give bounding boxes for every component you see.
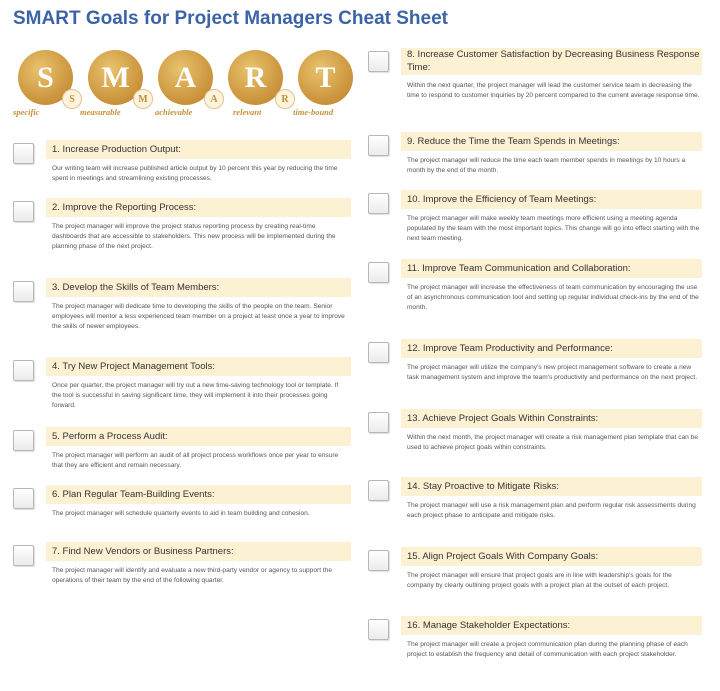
goal-checkbox[interactable] xyxy=(13,281,34,302)
goal-description: The project manager will dedicate time to developing the skills of the people on the team. Senior employees will mentor a less experienced team member on a project at least once a year to improve the skills of newer employees. xyxy=(52,303,345,331)
goal-description: The project manager will perform an audit of all project process workflows once per year to ensure that they are efficient and remain necessary. xyxy=(52,452,339,470)
goal-title: 14. Stay Proactive to Mitigate Risks: xyxy=(401,477,702,496)
goal-title: 12. Improve Team Productivity and Performance: xyxy=(401,339,702,358)
smart-letter-m: M xyxy=(88,50,143,105)
goal-description: The project manager will increase the effectiveness of team communication by encouraging the use of an asynchronous communication tool and setting up regular individual check-ins by the end of the month. xyxy=(407,284,699,312)
smart-word-relevant: relevant xyxy=(233,107,262,117)
smart-dot-m: M xyxy=(133,89,153,109)
smart-word-time-bound: time-bound xyxy=(293,107,334,117)
goal-checkbox[interactable] xyxy=(368,51,389,72)
smart-letter-s: S xyxy=(18,50,73,105)
goal-checkbox[interactable] xyxy=(368,550,389,571)
smart-letter-r: R xyxy=(228,50,283,105)
goal-checkbox[interactable] xyxy=(13,430,34,451)
goal-title: 13. Achieve Project Goals Within Constraints: xyxy=(401,409,702,428)
goal-checkbox[interactable] xyxy=(368,193,389,214)
page-title: SMART Goals for Project Managers Cheat Sheet xyxy=(13,8,448,29)
goal-description: The project manager will make weekly team meetings more efficient using a meeting agenda populated by the team with the most important topics. This change will go into effect starting with the next team meeting. xyxy=(407,215,700,243)
smart-letter-t: T xyxy=(298,50,353,105)
goal-title: 5. Perform a Process Audit: xyxy=(46,427,351,446)
smart-word-specific: specific xyxy=(13,107,40,117)
goal-checkbox[interactable] xyxy=(13,545,34,566)
goal-title: 6. Plan Regular Team-Building Events: xyxy=(46,485,351,504)
goal-checkbox[interactable] xyxy=(13,360,34,381)
goal-title: 8. Increase Customer Satisfaction by Decreasing Business Response Time: xyxy=(401,48,702,75)
smart-acronym-graphic xyxy=(13,44,355,130)
goal-title: 7. Find New Vendors or Business Partners: xyxy=(46,542,351,561)
goal-checkbox[interactable] xyxy=(13,143,34,164)
goal-title: 1. Increase Production Output: xyxy=(46,140,351,159)
goal-checkbox[interactable] xyxy=(368,412,389,433)
goal-checkbox[interactable] xyxy=(368,480,389,501)
goal-title: 3. Develop the Skills of Team Members: xyxy=(46,278,351,297)
goal-description: Our writing team will increase published article output by 10 percent this year by reducing the time spent in meetings and streamlining existing processes. xyxy=(52,165,338,183)
smart-dot-a: A xyxy=(204,89,224,109)
goal-description: Within the next month, the project manager will create a risk management plan template that can be used to achieve project goals within constraints. xyxy=(407,434,699,452)
goal-checkbox[interactable] xyxy=(368,619,389,640)
goal-title: 9. Reduce the Time the Team Spends in Meetings: xyxy=(401,132,702,151)
goal-checkbox[interactable] xyxy=(368,135,389,156)
goal-title: 4. Try New Project Management Tools: xyxy=(46,357,351,376)
goal-checkbox[interactable] xyxy=(368,342,389,363)
goal-description: The project manager will improve the project status reporting process by creating real-time dashboards that are accessible to stakeholders. This new process will be implemented during the planning phase of the next project. xyxy=(52,223,336,251)
goal-description: The project manager will utilize the company's new project management software to create a new task management system and improve the team's productivity and performance on the next project. xyxy=(407,364,698,382)
goal-title: 16. Manage Stakeholder Expectations: xyxy=(401,616,702,635)
goal-description: The project manager will identify and evaluate a new third-party vendor or agency to support the operations of their team by the end of the following quarter. xyxy=(52,567,333,585)
goal-description: The project manager will ensure that project goals are in line with leadership's goals for the company by clearly outlining project goals with a project plan at the outset of each project. xyxy=(407,572,672,590)
goal-title: 2. Improve the Reporting Process: xyxy=(46,198,351,217)
goal-description: The project manager will create a project communication plan during the planning phase of each project to establish the frequency and detail of communication with each project stakeholder. xyxy=(407,641,688,659)
goal-checkbox[interactable] xyxy=(13,201,34,222)
goal-checkbox[interactable] xyxy=(13,488,34,509)
smart-dot-r: R xyxy=(275,89,295,109)
goal-description: Within the next quarter, the project manager will lead the customer service team in decreasing the time to respond to customer inquiries by 20 percent compared to the current average response time. xyxy=(407,82,700,100)
goal-description: The project manager will schedule quarterly events to aid in team building and cohesion. xyxy=(52,510,310,517)
goal-description: Once per quarter, the project manager will try out a new time-saving technology tool or template. If the tool is successful in saving significant time, they will implement it into their processes going forward. xyxy=(52,382,339,410)
smart-word-achievable: achievable xyxy=(155,107,193,117)
goal-description: The project manager will use a risk management plan and perform regular risk assessments during each project phase to anticipate and mitigate risks. xyxy=(407,502,696,520)
smart-letter-a: A xyxy=(158,50,213,105)
goal-checkbox[interactable] xyxy=(368,262,389,283)
goal-title: 15. Align Project Goals With Company Goals: xyxy=(401,547,702,566)
goal-title: 11. Improve Team Communication and Collaboration: xyxy=(401,259,702,278)
goal-title: 10. Improve the Efficiency of Team Meetings: xyxy=(401,190,702,209)
smart-word-measurable: measurable xyxy=(80,107,121,117)
goal-description: The project manager will reduce the time each team member spends in meetings by 10 hours a month by the end of the month. xyxy=(407,157,686,175)
smart-dot-s: S xyxy=(62,89,82,109)
